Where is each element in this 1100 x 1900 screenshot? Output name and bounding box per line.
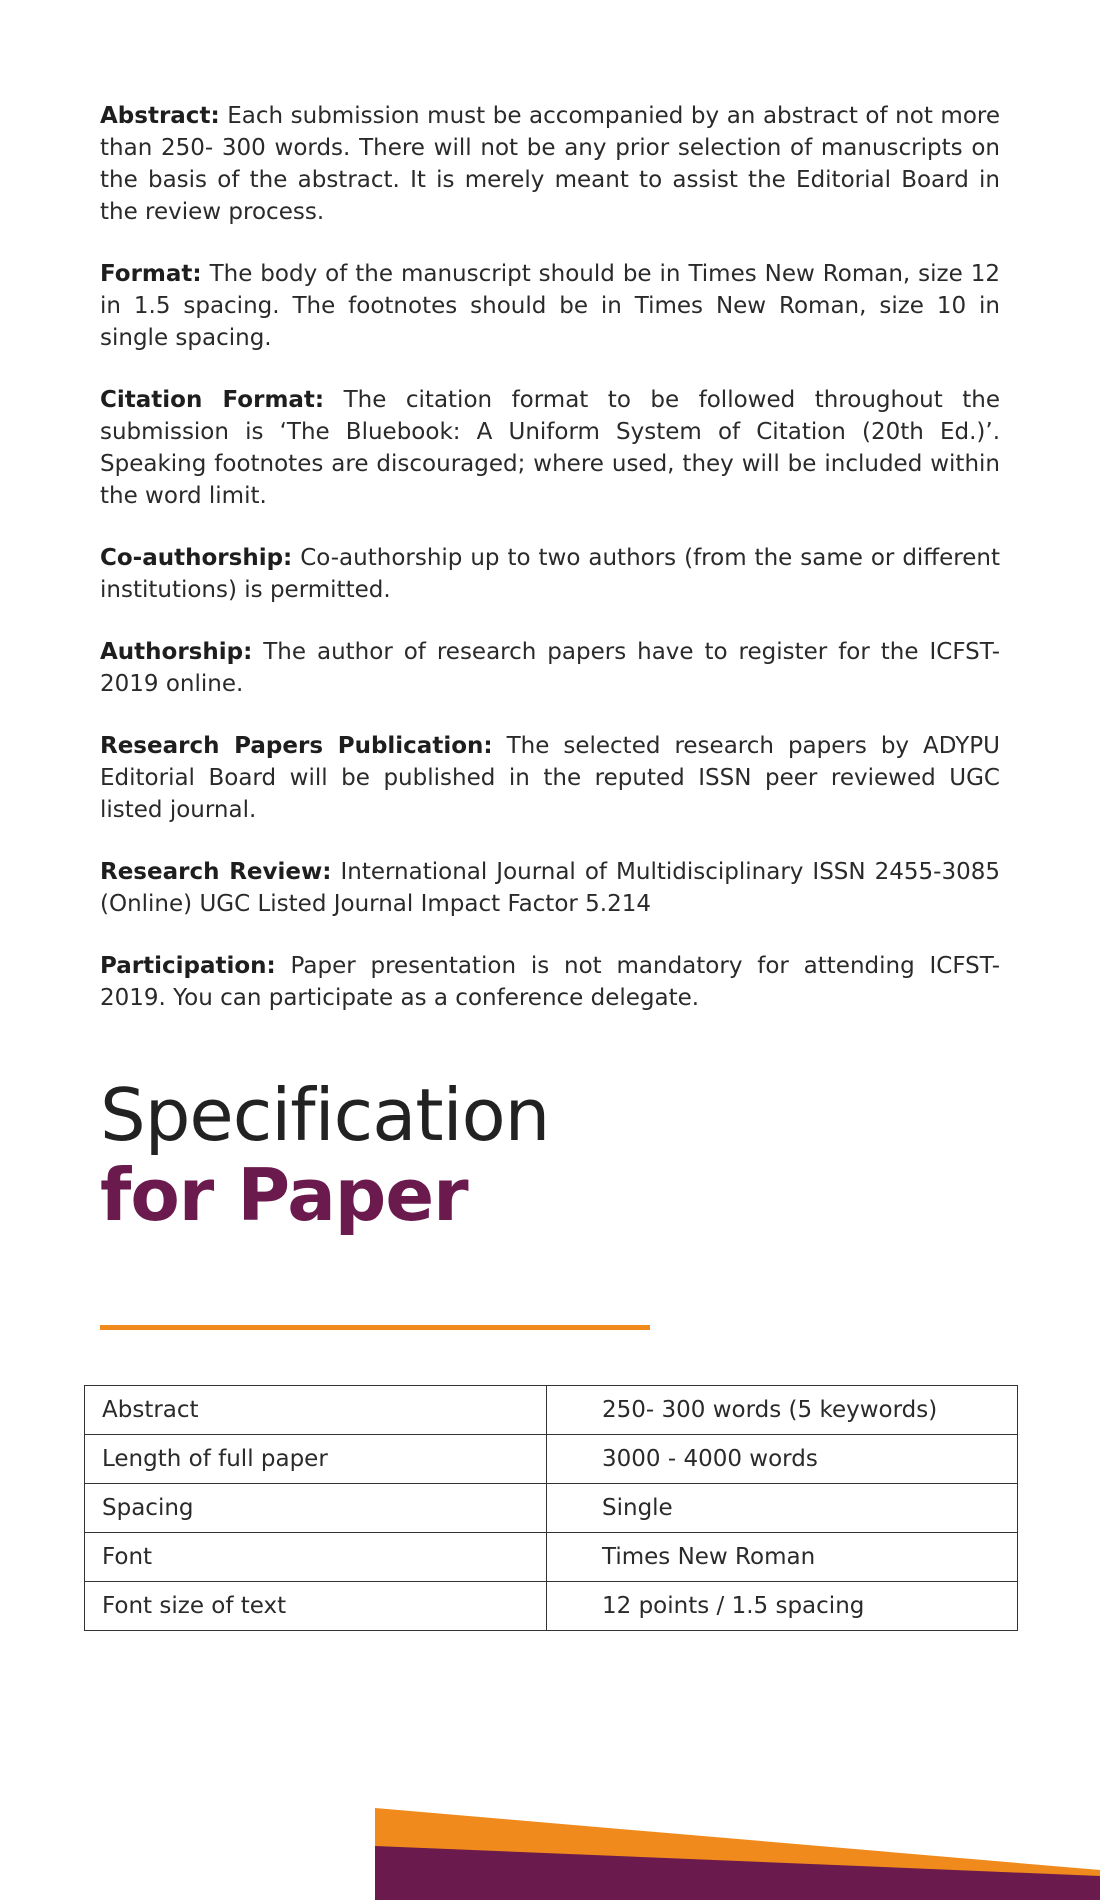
spec-value: Single: [547, 1484, 1018, 1533]
guideline-term: Authorship:: [100, 639, 253, 665]
guideline-term: Citation Format:: [100, 387, 325, 413]
guideline-term: Co-authorship:: [100, 545, 293, 571]
guideline-authorship: [100, 636, 1000, 700]
footer-orange-band: [375, 1808, 1100, 1900]
guideline-text: The body of the manuscript should be in Times New Roman, size 12 in 1.5 spacing. The footnotes should be in Times New Roman, size 10 in single spacing.: [100, 261, 1000, 351]
table-row: [85, 1386, 1018, 1435]
guideline-format: [100, 258, 1000, 354]
guideline-text: Each submission must be accompanied by an abstract of not more than 250- 300 words. There will not be any prior selection of manuscripts on the basis of the abstract. It is merely meant to assist the Editorial Board in the review process.: [100, 103, 1000, 225]
table-row: [85, 1533, 1018, 1582]
guideline-text: Co-authorship up to two authors (from the same or different institutions) is permitted.: [100, 545, 1000, 603]
guideline-participation: [100, 950, 1000, 1014]
guideline-text: International Journal of Multidisciplinary ISSN 2455-3085 (Online) UGC Listed Journal Impact Factor 5.214: [100, 859, 1000, 917]
table-row: [85, 1582, 1018, 1631]
spec-value: Times New Roman: [547, 1533, 1018, 1582]
guideline-abstract: [100, 100, 1000, 228]
guideline-publication: [100, 730, 1000, 826]
guideline-term: Research Papers Publication:: [100, 733, 493, 759]
spec-value: 250- 300 words (5 keywords): [547, 1386, 1018, 1435]
guideline-text: Paper presentation is not mandatory for attending ICFST-2019. You can participate as a conference delegate.: [100, 953, 1000, 1011]
spec-label: Spacing: [85, 1484, 547, 1533]
guideline-term: Participation:: [100, 953, 276, 979]
guideline-term: Abstract:: [100, 103, 220, 129]
accent-divider: [100, 1325, 650, 1330]
guideline-research-review: [100, 856, 1000, 920]
guideline-co-authorship: [100, 542, 1000, 606]
spec-label: Font size of text: [85, 1582, 547, 1631]
footer-purple-band: [375, 1846, 1100, 1900]
spec-value: 12 points / 1.5 spacing: [547, 1582, 1018, 1631]
guideline-text: The citation format to be followed throughout the submission is ‘The Bluebook: A Uniform System of Citation (20th Ed.)’. Speaking footnotes are discouraged; where used, they will be included within the word limit.: [100, 387, 1000, 509]
spec-label: Abstract: [85, 1386, 547, 1435]
heading-line-2: for Paper: [100, 1153, 468, 1237]
heading-line-1: Specification: [100, 1073, 550, 1157]
section-heading: [100, 1075, 549, 1235]
guideline-term: Format:: [100, 261, 202, 287]
table-row: [85, 1484, 1018, 1533]
specification-table: [84, 1385, 1018, 1631]
guideline-term: Research Review:: [100, 859, 332, 885]
guideline-citation-format: [100, 384, 1000, 512]
spec-value: 3000 - 4000 words: [547, 1435, 1018, 1484]
guideline-text: The author of research papers have to register for the ICFST-2019 online.: [100, 639, 1000, 697]
guidelines-section: [100, 100, 1000, 1044]
spec-label: Font: [85, 1533, 547, 1582]
spec-label: Length of full paper: [85, 1435, 547, 1484]
guideline-text: The selected research papers by ADYPU Editorial Board will be published in the reputed ISSN peer reviewed UGC listed journal.: [100, 733, 1000, 823]
table-row: [85, 1435, 1018, 1484]
